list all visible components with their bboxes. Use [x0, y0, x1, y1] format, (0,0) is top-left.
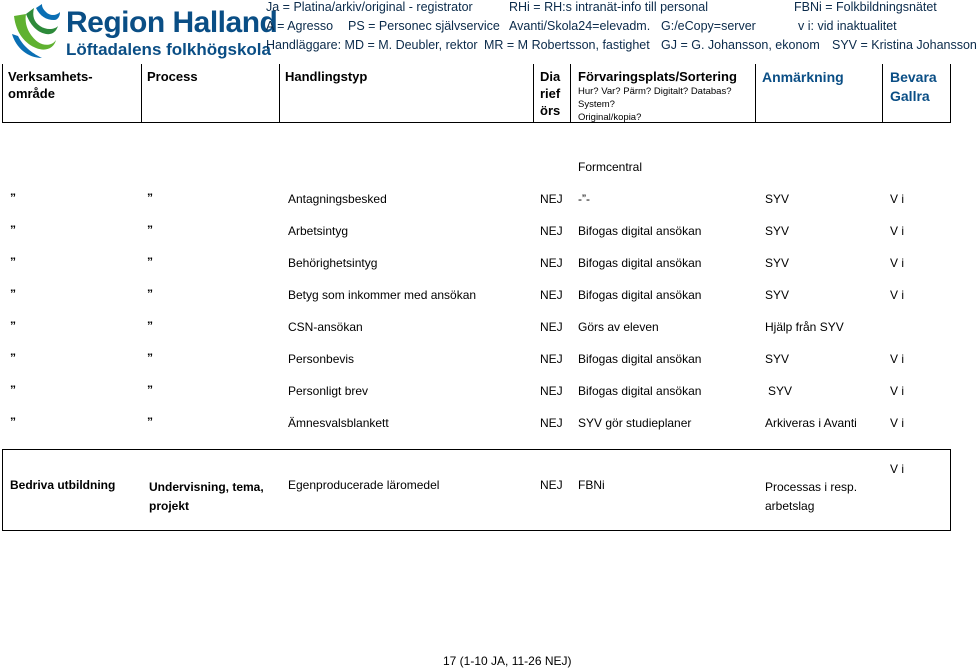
header-divider	[755, 64, 756, 123]
legend-md: Handläggare: MD = M. Deubler, rektor	[266, 38, 478, 52]
header-bevara-line1: Bevara	[890, 69, 937, 85]
cell-anmarkning	[765, 478, 857, 516]
cell-diarieförs: NEJ	[540, 224, 563, 238]
cell-omrade: ”	[10, 351, 16, 365]
cell-omrade: Bedriva utbildning	[10, 478, 116, 492]
cell-handlingstyp: Behörighetsintyg	[288, 256, 378, 270]
header-forvaring-sub	[578, 85, 731, 124]
legend-personec: PS = Personec självservice	[348, 19, 500, 33]
cell-forvaring: -”-	[578, 192, 590, 206]
cell-forvaring: Bifogas digital ansökan	[578, 384, 702, 398]
cell-handlingstyp: Personligt brev	[288, 384, 369, 398]
cell-diarieförs: NEJ	[540, 288, 563, 302]
legend-ecopy: G:/eCopy=server	[661, 19, 756, 33]
cell-forvaring: Bifogas digital ansökan	[578, 352, 702, 366]
cell-omrade: ”	[10, 383, 16, 397]
cell-handlingstyp: Egenproducerade läromedel	[288, 478, 440, 492]
cell-bevara: V i	[890, 384, 905, 398]
cell-anmarkning: SYV	[765, 192, 790, 206]
cell-bevara: V i	[890, 256, 905, 270]
cell-omrade: ”	[10, 255, 16, 269]
cell-forvaring: FBNi	[578, 478, 605, 492]
legend-rhi: RHi = RH:s intranät-info till personal	[509, 0, 709, 14]
cell-anmarkning: SYV	[765, 288, 790, 302]
header-divider	[882, 64, 883, 123]
header-divider	[533, 64, 534, 123]
header-dia-line2: rief	[540, 86, 561, 101]
header-process: Process	[147, 69, 198, 84]
cell-anmarkning: Hjälp från SYV	[765, 320, 844, 334]
process-line2: projekt	[149, 499, 190, 513]
header-bevara	[890, 68, 937, 106]
header-verksamhet-line1: Verksamhets-	[8, 69, 93, 84]
cell-handlingstyp: Arbetsintyg	[288, 224, 349, 238]
bottom-border-top	[2, 449, 951, 450]
cell-process	[149, 478, 264, 516]
header-forvaring: Förvaringsplats/Sortering	[578, 69, 737, 84]
cell-process: ”	[147, 287, 153, 301]
legend-ja: Ja = Platina/arkiv/original - registrator	[266, 0, 473, 14]
bottom-border-bottom	[2, 530, 951, 531]
header-dia-line3: örs	[540, 103, 561, 118]
header-anmarkning: Anmärkning	[762, 69, 844, 85]
header-border-right	[950, 64, 951, 123]
cell-forvaring: Bifogas digital ansökan	[578, 288, 702, 302]
cell-omrade: ”	[10, 319, 16, 333]
cell-diarieförs: NEJ	[540, 320, 563, 334]
header-handlingstyp: Handlingstyp	[285, 69, 368, 84]
cell-bevara: V i	[890, 192, 905, 206]
header-bevara-line2: Gallra	[890, 88, 930, 104]
header-divider	[279, 64, 280, 123]
cell-anmarkning: Arkiveras i Avanti	[765, 416, 857, 430]
legend-agresso: A = Agresso	[266, 19, 334, 33]
header-border-bottom	[2, 122, 951, 123]
header-divider	[141, 64, 142, 123]
legend-fbni: FBNi = Folkbildningsnätet	[794, 0, 937, 14]
legend-vi: v i: vid inaktualitet	[798, 19, 897, 33]
cell-anmarkning: SYV	[765, 256, 790, 270]
cell-handlingstyp: Betyg som inkommer med ansökan	[288, 288, 477, 302]
legend-syv: SYV = Kristina Johansson	[832, 38, 977, 52]
bottom-border-left	[2, 449, 3, 531]
bottom-border-right	[950, 449, 951, 531]
cell-bevara: V i	[890, 288, 905, 302]
forvaring-sub-line3: Original/kopia?	[578, 112, 642, 123]
cell-anmarkning: SYV	[765, 352, 790, 366]
header-diarieförs	[540, 68, 560, 119]
region-halland-logo-icon	[6, 4, 64, 62]
forvaring-sub-line2: System?	[578, 99, 615, 110]
cell-forvaring: Bifogas digital ansökan	[578, 224, 702, 238]
brand-region: Region Halland	[66, 6, 278, 39]
legend-mr: MR = M Robertsson, fastighet	[484, 38, 650, 52]
cell-process: ”	[147, 383, 153, 397]
cell-omrade: ”	[10, 191, 16, 205]
page-footer: 17 (1-10 JA, 11-26 NEJ)	[443, 654, 572, 668]
cell-handlingstyp: Personbevis	[288, 352, 355, 366]
cell-process: ”	[147, 415, 153, 429]
cell-bevara: V i	[890, 352, 905, 366]
cell-diarieförs: NEJ	[540, 416, 563, 430]
cell-process: ”	[147, 191, 153, 205]
forvaring-sub-line1: Hur? Var? Pärm? Digitalt? Databas?	[578, 86, 732, 97]
brand-school: Löftadalens folkhögskola	[66, 40, 271, 59]
cell-omrade: ”	[10, 223, 16, 237]
anmarkning-line1: Processas i resp.	[765, 480, 858, 494]
cell-bevara: V i	[890, 462, 905, 476]
cell-forvaring: Bifogas digital ansökan	[578, 256, 702, 270]
header-dia-line1: Dia	[540, 69, 561, 84]
cell-bevara: V i	[890, 416, 905, 430]
legend-avanti: Avanti/Skola24=elevadm.	[509, 19, 651, 33]
cell-handlingstyp: Antagningsbesked	[288, 192, 387, 206]
header-verksamhet	[8, 68, 93, 102]
cell-forvaring: Görs av eleven	[578, 320, 659, 334]
cell-diarieförs: NEJ	[540, 192, 563, 206]
cell-process: ”	[147, 351, 153, 365]
cell-process: ”	[147, 255, 153, 269]
cell-handlingstyp: Ämnesvalsblankett	[288, 416, 389, 430]
header-divider	[570, 64, 571, 123]
cell-anmarkning: SYV	[768, 384, 793, 398]
cell-process: ”	[147, 223, 153, 237]
cell-omrade: ”	[10, 415, 16, 429]
anmarkning-line2: arbetslag	[765, 499, 815, 513]
cell-diarieförs: NEJ	[540, 478, 563, 492]
cell-diarieförs: NEJ	[540, 256, 563, 270]
cell-handlingstyp: CSN-ansökan	[288, 320, 363, 334]
process-line1: Undervisning, tema,	[149, 480, 264, 494]
legend-gj: GJ = G. Johansson, ekonom	[661, 38, 820, 52]
cell-forvaring: SYV gör studieplaner	[578, 416, 692, 430]
section-title: Formcentral	[578, 160, 643, 174]
header-border-left	[2, 64, 3, 123]
cell-omrade: ”	[10, 287, 16, 301]
cell-diarieförs: NEJ	[540, 352, 563, 366]
cell-process: ”	[147, 319, 153, 333]
header-verksamhet-line2: område	[8, 86, 55, 101]
cell-diarieförs: NEJ	[540, 384, 563, 398]
cell-anmarkning: SYV	[765, 224, 790, 238]
cell-bevara: V i	[890, 224, 905, 238]
